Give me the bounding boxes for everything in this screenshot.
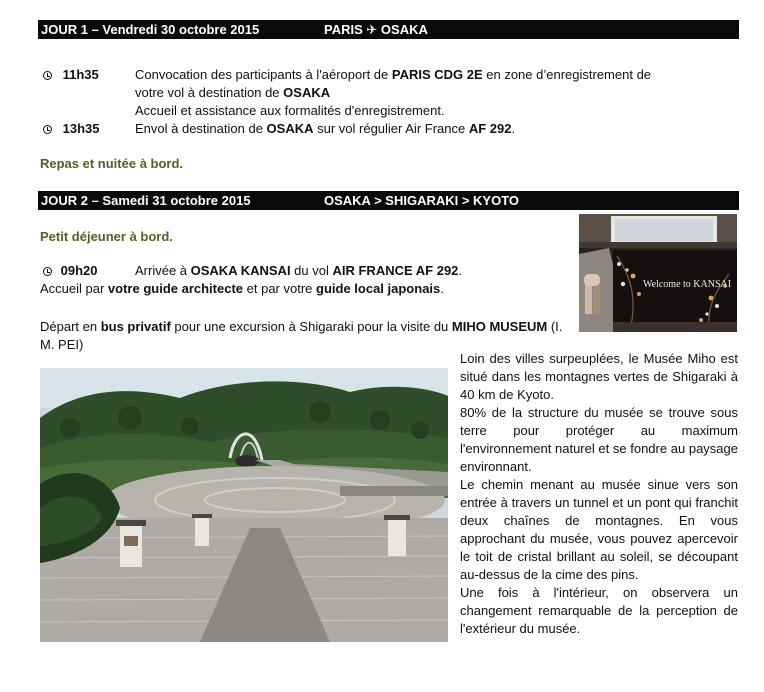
miho-paragraph-3: Le chemin menant au musée sinue vers son entrée à travers un tunnel et un pont qui franchit deux chaînes de montagnes. En vous approchant du musée, vous pouvez apercevoir le toit de cristal brillant au soleil, se découpant au-dessus de la cime des pins.	[460, 477, 738, 582]
day1-meal-note: Repas et nuitée à bord.	[40, 156, 184, 171]
day1-item1-time: 11h35	[43, 66, 99, 84]
day1-item1-text: Convocation des participants à l'aéroport de PARIS CDG 2E en zone d’enregistrement de votre vol à destination de OSAKA Accueil et assistance aux formalités d'enregistrement.	[135, 67, 652, 118]
miho-paragraph-4: Une fois à l'intérieur, on observera un changement remarquable de la perception de l'extérieur du musée.	[460, 585, 738, 636]
day2-welcome-text: Accueil par votre guide architecte et par votre guide local japonais.	[40, 281, 444, 296]
day1-header-band	[38, 20, 739, 39]
miho-museum-photo	[40, 368, 448, 642]
day1-item2-text: Envol à destination de OSAKA sur vol régulier Air France AF 292.	[135, 121, 516, 136]
day1-item2-time: 13h35	[43, 120, 100, 138]
clock-icon	[43, 71, 52, 80]
clock-icon	[43, 267, 52, 276]
day2-breakfast-note: Petit déjeuner à bord.	[40, 229, 173, 244]
day2-header-band	[38, 191, 739, 210]
day1-route-to: OSAKA	[380, 22, 428, 37]
miho-paragraph-1: Loin des villes surpeuplées, le Musée Miho est situé dans les montagnes vertes de Shigaraki à 40 km de Kyoto.	[460, 351, 738, 402]
miho-paragraph-2: 80% de la structure du musée se trouve sous terre pour protéger au maximum l'environnement naturel et se fondre au paysage environnant.	[460, 405, 738, 474]
day2-header-title: JOUR 2 – Samedi 31 octobre 2015	[41, 193, 251, 208]
day2-departure-text: Départ en bus privatif pour une excursion à Shigaraki pour la visite du MIHO MUSEUM (I. M. PEI)	[40, 319, 563, 352]
day2-route: OSAKA > SHIGARAKI > KYOTO	[324, 193, 520, 208]
kansai-airport-photo	[579, 214, 737, 332]
plane-icon: ✈	[366, 22, 378, 37]
day1-route	[324, 20, 428, 39]
day1-route-from: PARIS	[324, 22, 363, 37]
day1-header-title: JOUR 1 – Vendredi 30 octobre 2015	[41, 22, 260, 37]
day2-arrival-time: 09h20	[43, 262, 98, 280]
miho-description	[460, 350, 738, 638]
day2-arrival-text: Arrivée à OSAKA KANSAI du vol AIR FRANCE AF 292.	[135, 263, 463, 278]
kansai-welcome-sign: Welcome to KANSAI	[643, 279, 732, 290]
clock-icon	[43, 125, 52, 134]
